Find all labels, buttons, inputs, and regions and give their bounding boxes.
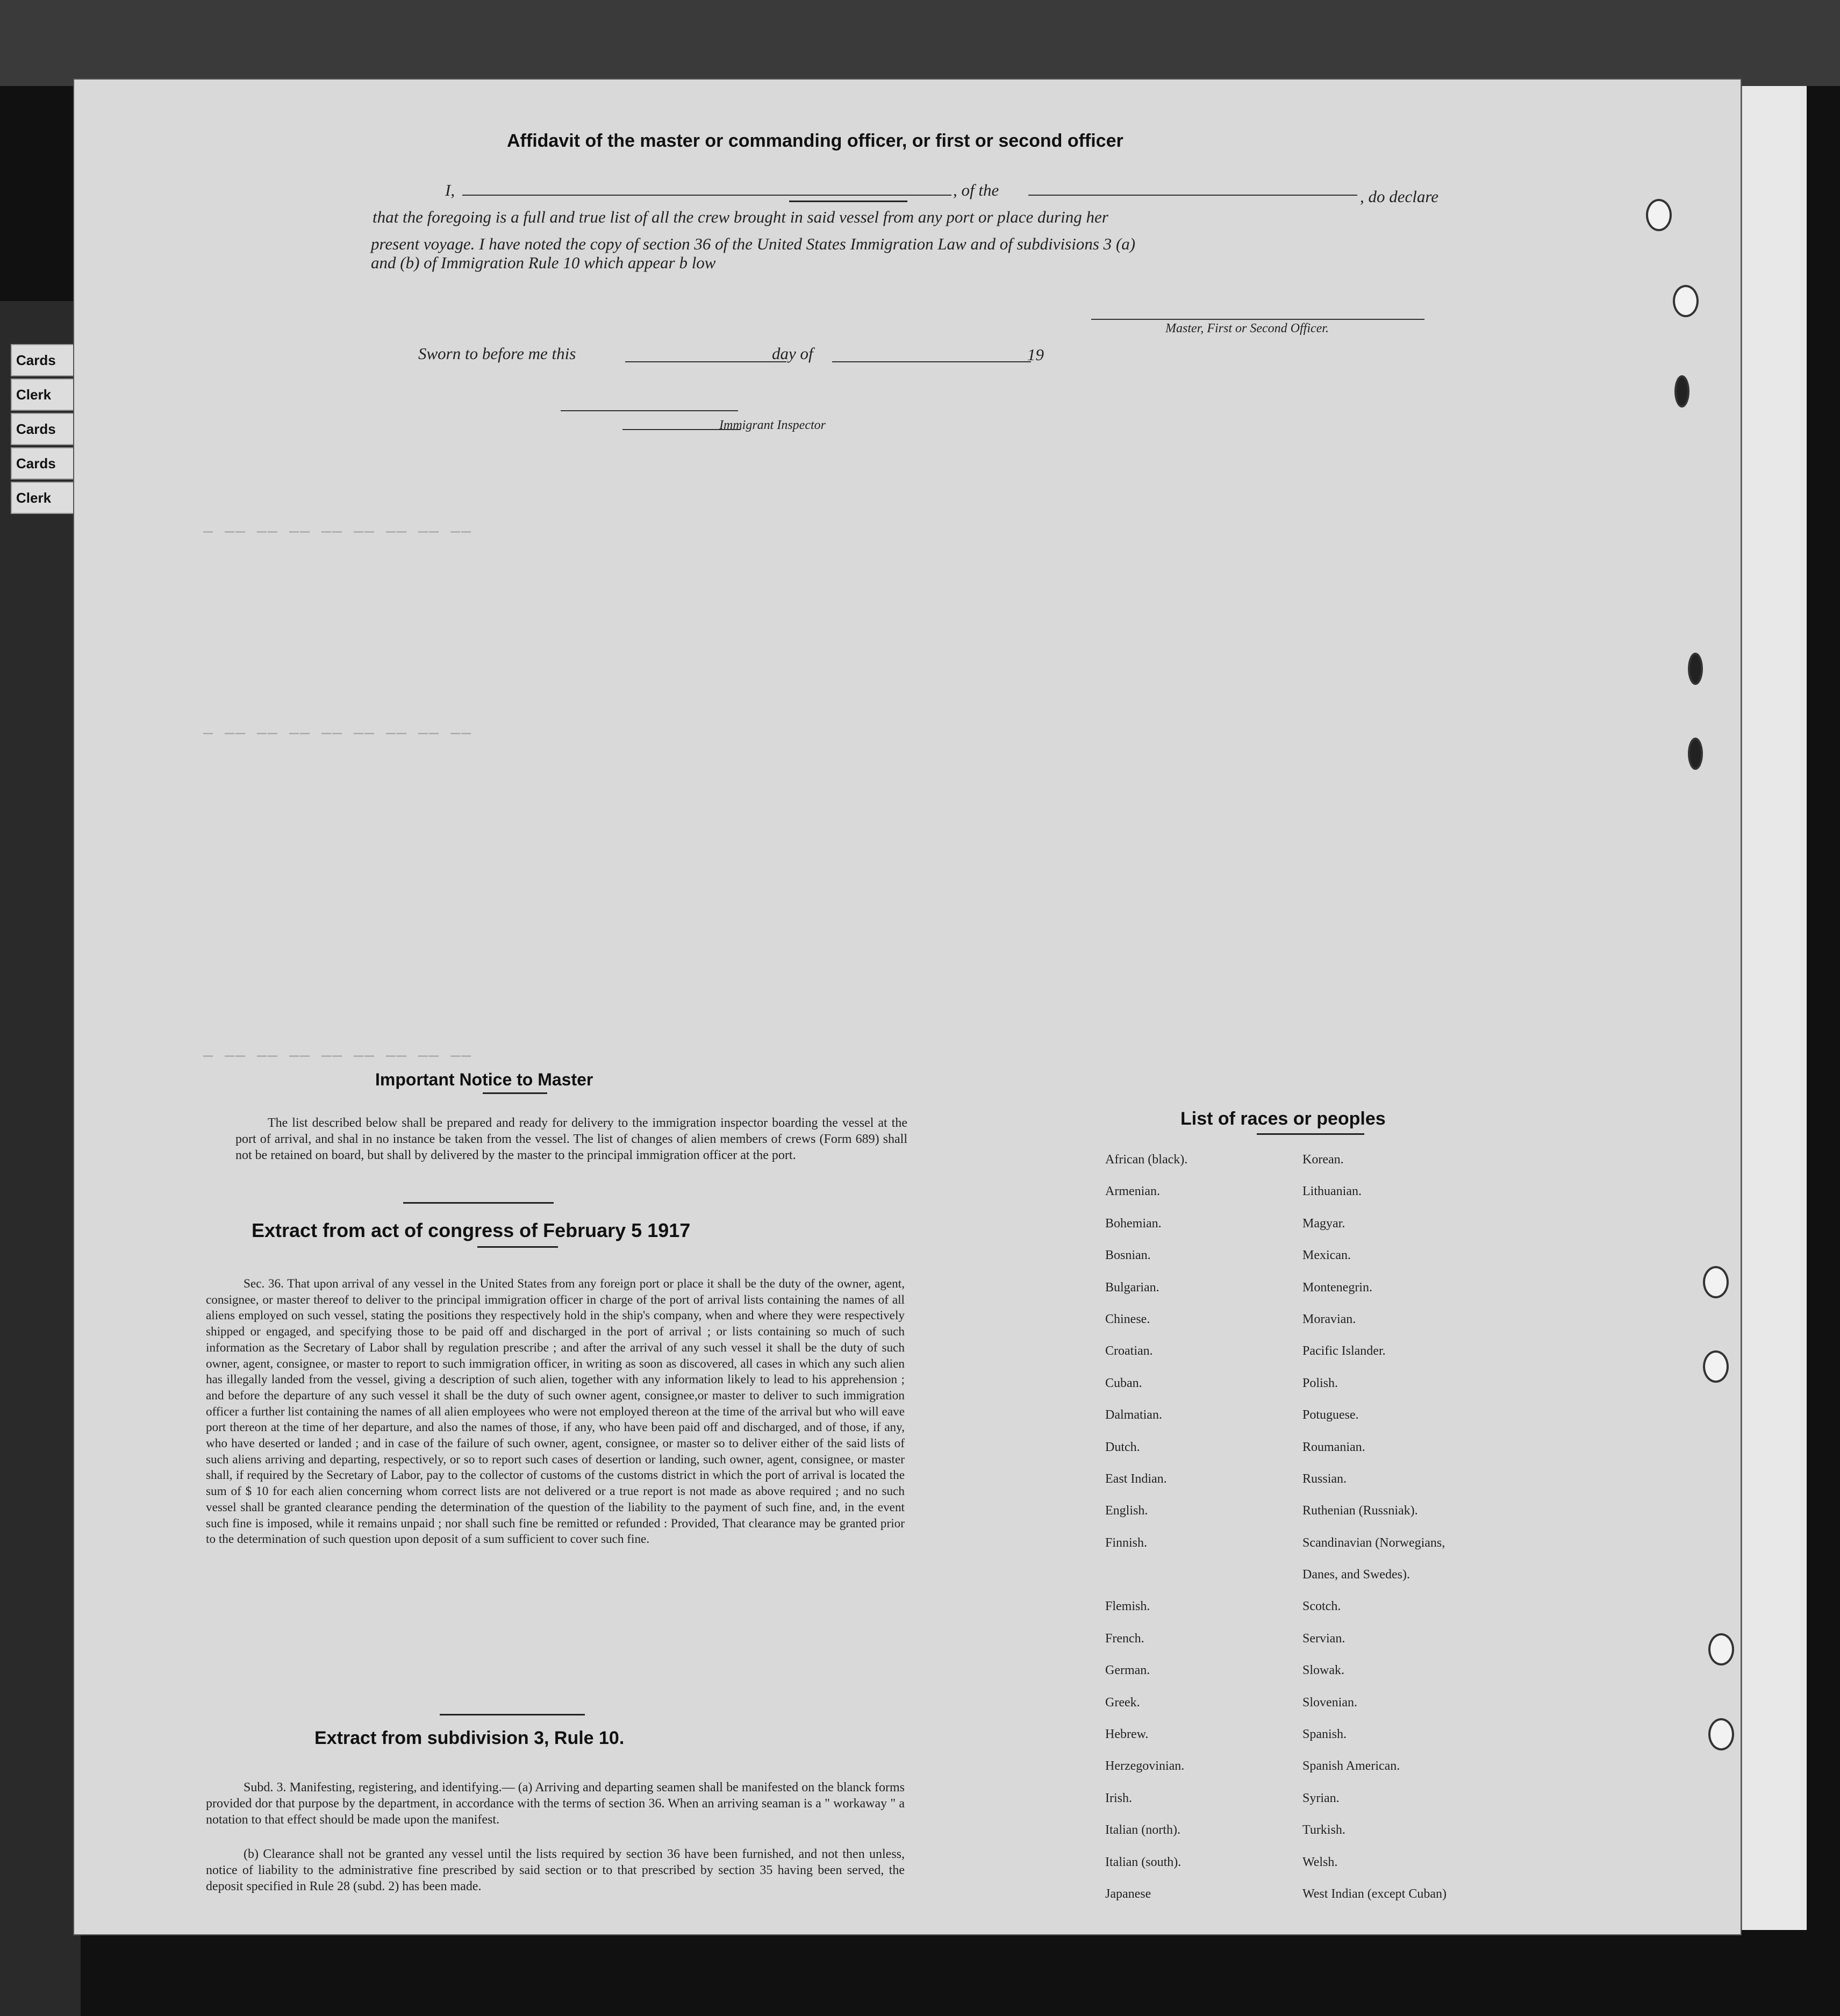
race-item: Croatian.	[1105, 1344, 1153, 1359]
notice-text: The list described below shall be prepared and ready for delivery to the immigration inspector boarding the vessel at the port of arrival, and shal in no instance be taken from the vessel. The list of changes of alien members of crews (Form 689) shall not be retained on board, but shall by delivered by the master to the principal immigration officer at the port.	[235, 1116, 907, 1162]
rule-text-b: (b) Clearance shall not be granted any vessel until the lists required by section 36 have been furnished, and not then unless, notice of liability to the administrative fine prescribed by said section or to that prescribed by section 35 having been served, the deposit specified in Rule 28 (subd. 2) has been made.	[206, 1847, 905, 1893]
races-title-underline	[1257, 1133, 1364, 1135]
race-item: Bosnian.	[1105, 1248, 1151, 1263]
underlying-page	[0, 301, 81, 2016]
race-item: Japanese	[1105, 1886, 1151, 1901]
inspector-rule-top	[561, 410, 738, 411]
race-item: Mexican.	[1302, 1248, 1351, 1263]
act-text: Sec. 36. That upon arrival of any vessel in the United States from any foreign port or place it shall be the duty of the owner, agent, consignee, or master thereof to deliver to the principal immigration officer in charge of the port of arrival lists containing the names of all aliens employed on such vessel, stating the positions they respectively hold in the ship's company, when and where they were respectively shipped or engaged, and specifying those to be paid off and discharged in the port of arrival ; or lists containing so much of such information as the Secretary of Labor shall by regulation prescribe ; and after the arrival of any such vessel it shall be the duty of such owner, agent, consignee, or master to report to such immigration officer, in writing as soon as discovered, all cases in which any such alien has illegally landed from the vessel, giving a description of such alien, together with any information likely to lead to his apprehension ; and before the departure of any such vessel it shall be the duty of such owner agent, consignee,or master to deliver to such immigration officer a further list containing the names of all alien employees who were not employed thereon at the time of the arrival but who will eave port thereon at the time of her departure, and also the names of those, if any, who have been paid off and discharged, and of those, if any, who have deserted or landed ; and in case of the failure of such owner, agent, consignee, or master so to deliver either of the said lists of such aliens arriving and departing, respectively, or so to report such cases of desertion or landing, such owner, agent, consignee, or master shall, if required by the Secretary of Labor, pay to the collector of customs of the customs district in which the port of arrival is located the sum of $ 10 for each alien concerning whom correct lists are not delivered or a true report is not made as above required ; and no such vessel shall be granted clearance pending the determination of the question of the liability to the payment of such fine, and, in the event such fine is imposed, while it remains unpaid ; nor shall such fine be remitted or refunded : Provided, That clearance may be granted prior to the determination of such question upon deposit of a sum sufficient to cover such fine.	[206, 1277, 905, 1547]
index-tab: Cards	[11, 344, 81, 376]
master-signature-caption: Master, First or Second Officer.	[1165, 321, 1329, 335]
notice-title-underline	[483, 1092, 547, 1094]
sheet-edge	[1741, 86, 1807, 1930]
race-item: Greek.	[1105, 1695, 1140, 1710]
race-item: Ruthenian (Russniak).	[1302, 1504, 1418, 1518]
punch-hole	[1708, 1718, 1734, 1750]
sworn-month-blank	[832, 361, 1031, 362]
race-item: Bohemian.	[1105, 1216, 1162, 1231]
race-item: African (black).	[1105, 1153, 1188, 1167]
inspector-signature-caption: Immigrant Inspector	[719, 418, 826, 432]
rule-title: Extract from subdivision 3, Rule 10.	[314, 1728, 625, 1748]
race-item: Turkish.	[1302, 1823, 1345, 1838]
race-item: Irish.	[1105, 1791, 1132, 1805]
race-item: German.	[1105, 1663, 1150, 1678]
rule-text-a: Subd. 3. Manifesting, registering, and identifying.— (a) Arriving and departing seamen shall be manifested on the blanck forms provided dor that purpose by the department, in accordance with the terms of section 36. When an arriving seaman is a " workaway " a notation to that effect should be made upon the manifest.	[206, 1781, 905, 1827]
index-tab: Clerk	[11, 482, 81, 514]
race-item: Italian (south).	[1105, 1855, 1182, 1869]
act-title: Extract from act of congress of February 5 1917	[252, 1219, 691, 1241]
race-item: Herzegovinian.	[1105, 1759, 1185, 1774]
race-item: Korean.	[1302, 1153, 1344, 1167]
affidavit-of-the: , of the	[953, 181, 999, 199]
race-item: Russian.	[1302, 1471, 1347, 1486]
race-item: Slovenian.	[1302, 1695, 1357, 1710]
race-item: Dutch.	[1105, 1440, 1140, 1454]
race-item: Slowak.	[1302, 1663, 1344, 1678]
race-item: Hebrew.	[1105, 1727, 1149, 1742]
index-tab: Cards	[11, 447, 81, 480]
race-item: Cuban.	[1105, 1376, 1142, 1390]
name-blank	[462, 195, 951, 196]
race-item: Bulgarian.	[1105, 1280, 1159, 1295]
race-item: French.	[1105, 1631, 1144, 1646]
race-item: Servian.	[1302, 1631, 1345, 1646]
punch-hole	[1703, 1266, 1729, 1298]
index-tab: Clerk	[11, 378, 81, 411]
race-item: Lithuanian.	[1302, 1184, 1362, 1199]
race-item: Finnish.	[1105, 1535, 1148, 1550]
punch-hole	[1708, 1633, 1734, 1665]
race-item: Danes, and Swedes).	[1302, 1568, 1410, 1582]
vessel-blank	[1028, 195, 1357, 196]
punch-hole	[1688, 738, 1703, 770]
race-item: East Indian.	[1105, 1471, 1167, 1486]
races-column-1	[1105, 1153, 1187, 1919]
race-item: Potuguese.	[1302, 1408, 1359, 1422]
rule-title-rule-top	[440, 1714, 585, 1715]
scan-background	[0, 0, 1840, 86]
race-item: Chinese.	[1105, 1312, 1150, 1326]
year-prefix: 19	[1027, 345, 1044, 364]
index-tabs	[11, 344, 81, 516]
sworn-day-blank	[625, 361, 786, 362]
race-item: West Indian (except Cuban)	[1302, 1886, 1447, 1901]
affidavit-i: I,	[445, 181, 455, 199]
race-item: Welsh.	[1302, 1855, 1338, 1869]
race-item: Syrian.	[1302, 1791, 1340, 1805]
race-item: Scotch.	[1302, 1599, 1341, 1614]
act-title-rule-top	[403, 1202, 554, 1204]
race-item: Montenegrin.	[1302, 1280, 1372, 1295]
race-item	[1105, 1568, 1187, 1599]
race-item: Polish.	[1302, 1376, 1338, 1390]
race-item: Dalmatian.	[1105, 1408, 1162, 1422]
index-tab: Cards	[11, 413, 81, 445]
races-column-2	[1302, 1153, 1447, 1919]
race-item: Italian (north).	[1105, 1823, 1180, 1838]
day-of-text: day of	[772, 344, 813, 363]
race-item: Magyar.	[1302, 1216, 1345, 1231]
race-item: Moravian.	[1302, 1312, 1356, 1326]
race-item: Pacific Islander.	[1302, 1344, 1386, 1359]
affidavit-line-4: and (b) of Immigration Rule 10 which appear b low	[371, 253, 716, 272]
affidavit-declare: , do declare	[1360, 187, 1439, 206]
affidavit-line-2: that the foregoing is a full and true list of all the crew brought in said vessel from any port or place during her	[373, 208, 1108, 226]
races-title: List of races or peoples	[1180, 1109, 1386, 1129]
punch-hole	[1703, 1350, 1729, 1383]
master-signature-line	[1091, 319, 1424, 320]
race-item: Spanish.	[1302, 1727, 1347, 1742]
race-item: Armenian.	[1105, 1184, 1160, 1199]
race-item: Spanish American.	[1302, 1759, 1400, 1774]
race-item: English.	[1105, 1504, 1148, 1518]
race-item: Flemish.	[1105, 1599, 1150, 1614]
document-sheet: — —— —— —— —— —— —— —— —— — —— —— —— —— —— —— —— —— — —— —— —— —— —— —— —— —— Affidavit of the master or commanding officer, or first or second officer I, , of the , do declare that the foregoing is a full and true list of all the crew brought in said vessel from any port or place during her present voyage. I have noted the copy of section 36 of the United States Immigration Law and of subdivisions 3 (a) and (b) of Immigration Rule 10 which appear b low Master, First or Second Officer. Sworn to before me this day of 19 Immigrant Inspector Important Notice to Master The list described below shall be prepared and ready for delivery to the immigration inspector boarding the vessel at the port of arrival, and shal in no instance be taken from the vessel. The list of changes of alien members of crews (Form 689) shall not be retained on board, but shall by delivered by the master to the principal immigration officer at the port. Extract from act of congress of February 5 1917 Sec. 36. That upon arrival of any vessel in the United States from any foreign port or place it shall be the duty of the owner, agent, consignee, or master thereof to deliver to the principal immigration officer in charge of the port of arrival lists containing the names of all aliens employed on such vessel, stating the positions they respectively hold in the ship's company, when and where they were respectively shipped or engaged, and specifying those to be paid off and discharged in the port of arrival ; or lists containing so much of such information as the Secretary of Labor shall by regulation prescribe ; and after the arrival of any such vessel it shall be the duty of such owner, agent, consignee, or master to report to such immigration officer, in writing as soon as discovered, all cases in which any such alien has illegally landed from the vessel, giving a description of such alien, together with any information likely to lead to his apprehension ; and before the departure of any such vessel it shall be the duty of such owner agent, consignee,or master to deliver to such immigration officer a further list containing the names of all alien employees who were not employed thereon at the time of the arrival but who will eave port thereon at the time of her departure, and also the names of those, if any, who have been paid off and discharged, and of those, if any, who have deserted or landed ; and in case of the failure of such owner, agent, consignee, or master so to deliver either of the said lists of such aliens arriving and departing, respectively, or so to report such cases of desertion or landing, such owner, agent, consignee, or master shall, if required by the Secretary of Labor, pay to the collector of customs of the customs district in which the port of arrival is located the sum of $ 10 for each alien concerning whom correct lists are not delivered or a true report is not made as above required ; and no such vessel shall be granted clearance pending the determination of the question of the liability to the payment of such fine, and, in the event such fine is imposed, while it remains unpaid ; nor shall such fine be remitted or refunded : Provided, That clearance may be granted prior to the determination of such question upon deposit of a sum sufficient to cover such fine. Extract from subdivision 3, Rule 10. Subd. 3. Manifesting, registering, and identifying.— (a) Arriving and departing seamen shall be manifested on the blanck forms provided dor that purpose by the department, in accordance with the terms of section 36. When an arriving seaman is a " workaway " a notation to that effect should be made upon the manifest. (b) Clearance shall not be granted any vessel until the lists required by section 36 have been furnished, and not then unless, notice of liability to the administrative fine prescribed by said section or to that prescribed by section 35 having been served, the deposit specified in Rule 28 (subd. 2) has been made. List of races or peoples African (black). Armenian. Bohemian. Bosnian. Bulgarian. Chinese. Croatian. Cuban. Dalmatian. Dutch. East Indian. English. Finnish. Flemish. French. German. Greek. Hebrew. Herzegovinian. Irish. Italian (north). Italian (south). Japanese Korean. Lithuanian. Magyar. Mexican. Montenegrin. Moravian. Pacific Islander. Polish. Potuguese. Roumanian. Russian. Ruthenian (Russniak). Scandinavian (Norwegians, Danes, and Swedes). Scotch. Servian. Slowak. Slovenian. Spanish. Spanish American. Syrian. Turkish. Welsh. West Indian (except Cuban)	[74, 80, 1741, 1934]
affidavit-title: Affidavit of the master or commanding officer, or first or second officer	[507, 131, 1123, 151]
race-item: Roumanian.	[1302, 1440, 1365, 1454]
affidavit-line-3: present voyage. I have noted the copy of section 36 of the United States Immigration Law and of subdivisions 3 (a)	[371, 234, 1136, 253]
punch-hole	[1673, 285, 1699, 317]
act-title-underline	[477, 1246, 558, 1248]
punch-hole	[1674, 375, 1689, 408]
punch-hole	[1646, 199, 1672, 231]
race-item: Scandinavian (Norwegians,	[1302, 1535, 1445, 1550]
notice-title: Important Notice to Master	[375, 1070, 593, 1089]
punch-hole	[1688, 653, 1703, 685]
sworn-text: Sworn to before me this	[418, 344, 576, 363]
title-underline	[789, 201, 907, 202]
